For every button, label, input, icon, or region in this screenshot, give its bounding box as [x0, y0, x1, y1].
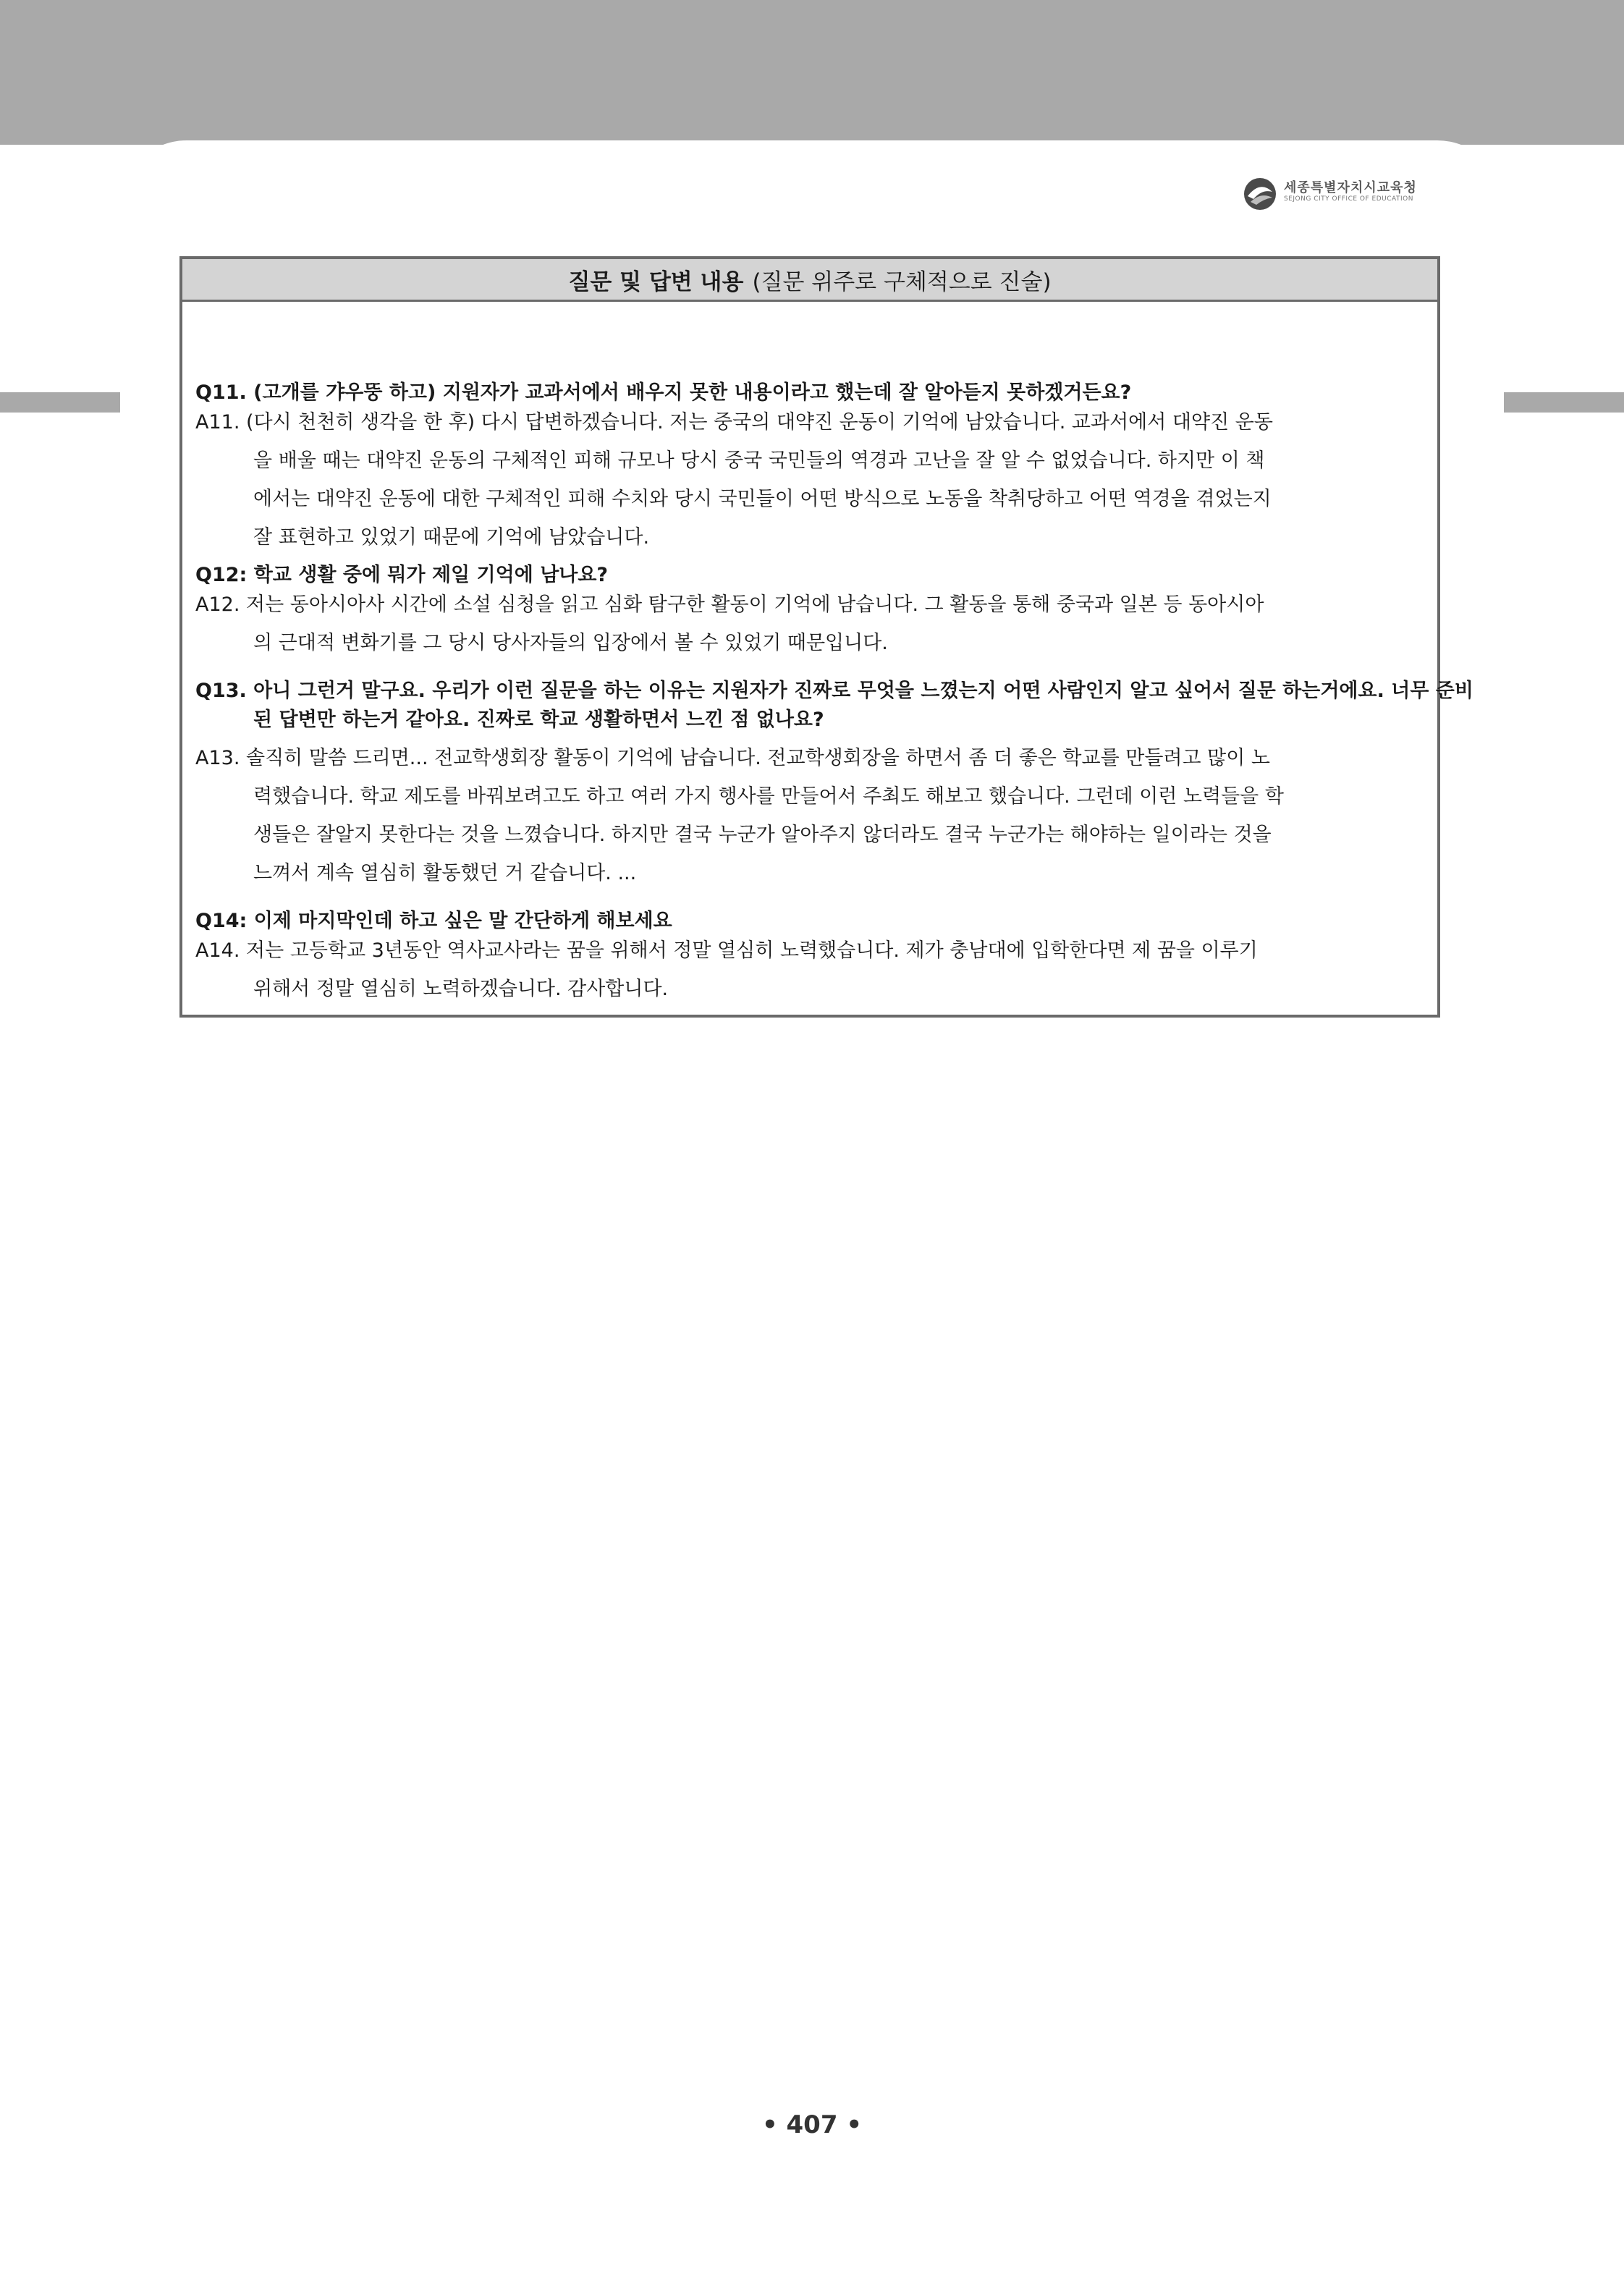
answer-line: 생들은 잘알지 못한다는 것을 느꼈습니다. 하지만 결국 누군가 알아주지 않더라도 결국 누군가는 해야하는 일이라는 것을 [253, 824, 1272, 846]
question-14: Q14: 이제 마지막인데 하고 싶은 말 간단하게 해보세요 [195, 910, 672, 932]
qa-title-note: (질문 위주로 구체적으로 진술) [752, 269, 1052, 295]
org-name-en: SEJONG CITY OFFICE OF EDUCATION [1284, 195, 1413, 203]
answer-line: A14. 저는 고등학교 3년동안 역사교사라는 꿈을 위해서 정말 열심히 노력했습니다. 제가 충남대에 입학한다면 제 꿈을 이루기 [195, 939, 1258, 962]
question-12: Q12: 학교 생활 중에 뭐가 제일 기억에 남나요? [195, 564, 609, 586]
question-11: Q11. (고개를 갸우뚱 하고) 지원자가 교과서에서 배우지 못한 내용이라고 했는데 잘 알아듣지 못하겠거든요? [195, 381, 1132, 404]
answer-line: 력했습니다. 학교 제도를 바꿔보려고도 하고 여러 가지 행사를 만들어서 주최도 해보고 했습니다. 그런데 이런 노력들을 학 [253, 785, 1284, 808]
emblem-icon [1242, 176, 1278, 212]
left-edge-tab [0, 392, 120, 413]
answer-line: 을 배울 때는 대약진 운동의 구체적인 피해 규모나 당시 중국 국민들의 역경과 고난을 잘 알 수 없었습니다. 하지만 이 책 [253, 449, 1265, 472]
answer-line: 의 근대적 변화기를 그 당시 당사자들의 입장에서 볼 수 있었기 때문입니다. [253, 632, 888, 654]
answer-line: A12. 저는 동아시아사 시간에 소설 심청을 읽고 심화 탐구한 활동이 기억에 남습니다. 그 활동을 통해 중국과 일본 등 동아시아 [195, 593, 1264, 616]
answer-line: 느껴서 계속 열심히 활동했던 거 같습니다. ... [253, 862, 637, 884]
top-banner [0, 0, 1624, 145]
answer-line: 잘 표현하고 있었기 때문에 기억에 남았습니다. [253, 526, 650, 549]
answer-line: A13. 솔직히 말씀 드리면... 전교학생회장 활동이 기억에 남습니다. 전교학생회장을 하면서 좀 더 좋은 학교를 만들려고 많이 노 [195, 747, 1270, 769]
qa-table-header [182, 259, 1437, 302]
answer-14 [195, 931, 1426, 1008]
answer-11 [195, 403, 1426, 557]
qa-table [179, 256, 1473, 1018]
qa-title: 질문 및 답변 내용 [568, 269, 744, 295]
answer-line: 에서는 대약진 운동에 대한 구체적인 피해 수치와 당시 국민들이 어떤 방식으로 노동을 착취당하고 어떤 역경을 겪었는지 [253, 488, 1272, 510]
answer-line: A11. (다시 천천히 생각을 한 후) 다시 답변하겠습니다. 저는 중국의 대약진 운동이 기억에 남았습니다. 교과서에서 대약진 운동 [195, 411, 1273, 434]
answer-line: 위해서 정말 열심히 노력하겠습니다. 감사합니다. [253, 978, 669, 1000]
question-13: Q13. 아니 그런거 말구요. 우리가 이런 질문을 하는 이유는 지원자가 진짜로 무엇을 느꼈는지 어떤 사람인지 알고 싶어서 질문 하는거에요. 너무 준비된 답변만 하는거 같아요. 진짜로 학교 생활하면서 느낀 점 없나요? [195, 680, 1473, 731]
org-name: 세종특별자치시교육청 [1284, 180, 1417, 195]
org-logo [1242, 176, 1466, 213]
answer-13 [195, 739, 1426, 892]
right-edge-tab [1504, 392, 1624, 413]
page-number: • 407 • [761, 2110, 863, 2139]
answer-12 [195, 585, 1426, 662]
